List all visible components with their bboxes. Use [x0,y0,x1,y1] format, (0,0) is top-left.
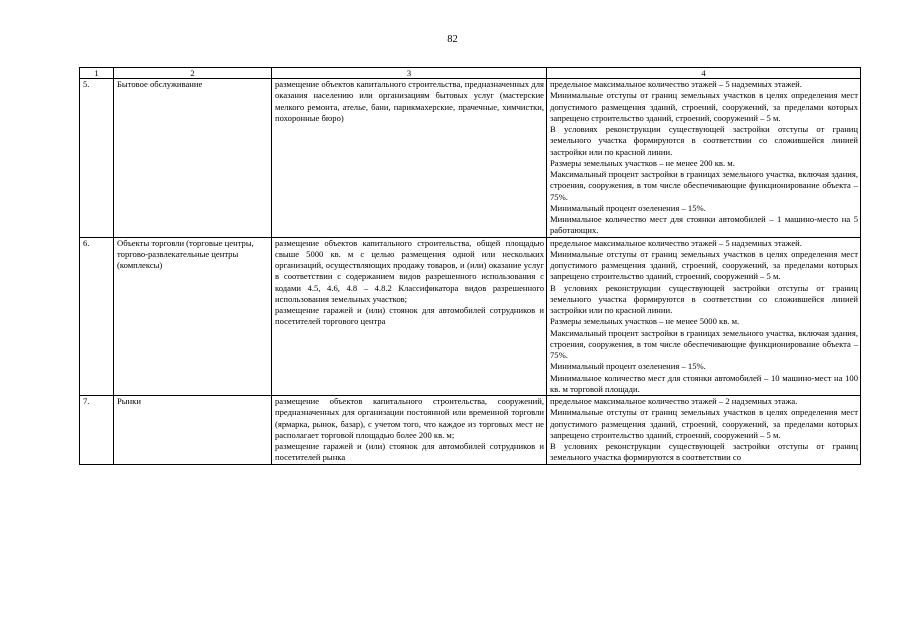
limit-paragraph: Минимальное количество мест для стоянки автомобилей – 10 машино-мест на 100 кв. м торговой площади. [550,372,858,394]
limit-paragraph: Минимальные отступы от границ земельных участков в целях определения мест допустимого размещения зданий, строений, сооружений, за пределами которых запрещено строительство зданий, строений, сооружений – 5 м. [550,248,858,282]
row-number: 6. [80,237,114,396]
description-paragraph: размещение объектов капитального строительства, предназначенных для оказания населению или организациям бытовых услуг (мастерские мелкого ремонта, ателье, бани, парикмахерские, прачечные, химчистки, похоронные бюро) [275,79,544,123]
table-row [80,237,861,396]
building-limits [547,79,861,238]
use-description [272,396,547,465]
building-limits [547,237,861,396]
limit-paragraph: предельное максимальное количество этажей – 2 надземных этажа. [550,396,798,406]
use-description [272,237,547,396]
table-container [79,67,863,582]
table-row [80,396,861,465]
header-col-4: 4 [547,68,861,79]
description-paragraph: размещение гаражей и (или) стоянок для автомобилей сотрудников и посетителей торгового центра [275,305,544,327]
limit-paragraph: предельное максимальное количество этажей – 5 надземных этажей. [550,79,802,89]
description-paragraph: размещение объектов капитального строительства, общей площадью свыше 5000 кв. м с целью размещения одной или нескольких организаций, осуществляющих продажу товаров, и (или) оказание услуг в соответствии с содержанием видов разрешенного использования с кодами 4.5, 4.6, 4.8 – 4.8.2 Классификатора видов разрешенного использования земельных участков; [275,237,544,304]
limit-paragraph: Минимальное количество мест для стоянки автомобилей – 1 машино-место на 5 работающих. [550,214,858,236]
limit-paragraph: Размеры земельных участков – не менее 200 кв. м. [550,157,735,168]
limit-paragraph: предельное максимальное количество этажей – 5 надземных этажей. [550,237,802,248]
description-paragraph: размещение объектов капитального строительства, сооружений, предназначенных для организации постоянной или временной торговли (ярмарка, рынок, базар), с учетом того, что каждое из торговых мест не располагает торговой площадью более 200 кв. м; [275,396,544,440]
row-number: 7. [80,396,114,465]
limit-paragraph: В условиях реконструкции существующей застройки отступы от границ земельного участка формируются в соответствии со сложившейся линией застройки или по красной линии. [550,124,858,157]
header-col-1: 1 [80,68,114,79]
limit-paragraph: В условиях реконструкции существующей застройки отступы от границ земельного участка формируются в соответствии со [550,441,858,463]
limit-paragraph: Минимальные отступы от границ земельных участков в целях определения мест допустимого размещения зданий, строений, сооружений, за пределами которых запрещено строительство зданий, строений, сооружений – 5 м. [550,90,858,123]
permitted-use: Рынки [114,396,272,465]
limit-paragraph: В условиях реконструкции существующей застройки отступы от границ земельного участка формируются в соответствии со сложившейся линией застройки или по красной линии. [550,282,858,315]
table-row [80,79,861,238]
limit-paragraph: Минимальные отступы от границ земельных участков в целях определения мест допустимого размещения зданий, строений, сооружений, за пределами которых запрещено строительство зданий, строений, сооружений – 5 м. [550,407,858,440]
permitted-use: Бытовое обслуживание [114,79,272,238]
permitted-use: Объекты торговли (торговые центры, торгово-развлекательные центры (комплексы) [114,237,272,396]
page-number: 82 [447,34,458,45]
limit-paragraph: Минимальный процент озеленения – 15%. [550,202,706,213]
table-header-row [80,68,861,79]
limit-paragraph: Минимальный процент озеленения – 15%. [550,361,706,372]
building-limits [547,396,861,465]
limit-paragraph: Максимальный процент застройки в границах земельного участка, включая здания, строения, сооружения, в том числе обеспечивающие функционирование объекта – 75%. [550,169,858,202]
regulations-table [79,67,861,465]
header-col-3: 3 [272,68,547,79]
limit-paragraph: Размеры земельных участков – не менее 5000 кв. м. [550,316,740,327]
description-paragraph: размещение гаражей и (или) стоянок для автомобилей сотрудников и посетителей рынка [275,441,544,463]
row-number: 5. [80,79,114,238]
limit-paragraph: Максимальный процент застройки в границах земельного участка, включая здания, строения, сооружения, в том числе обеспечивающие функционирование объекта – 75%. [550,327,858,360]
header-col-2: 2 [114,68,272,79]
use-description [272,79,547,238]
